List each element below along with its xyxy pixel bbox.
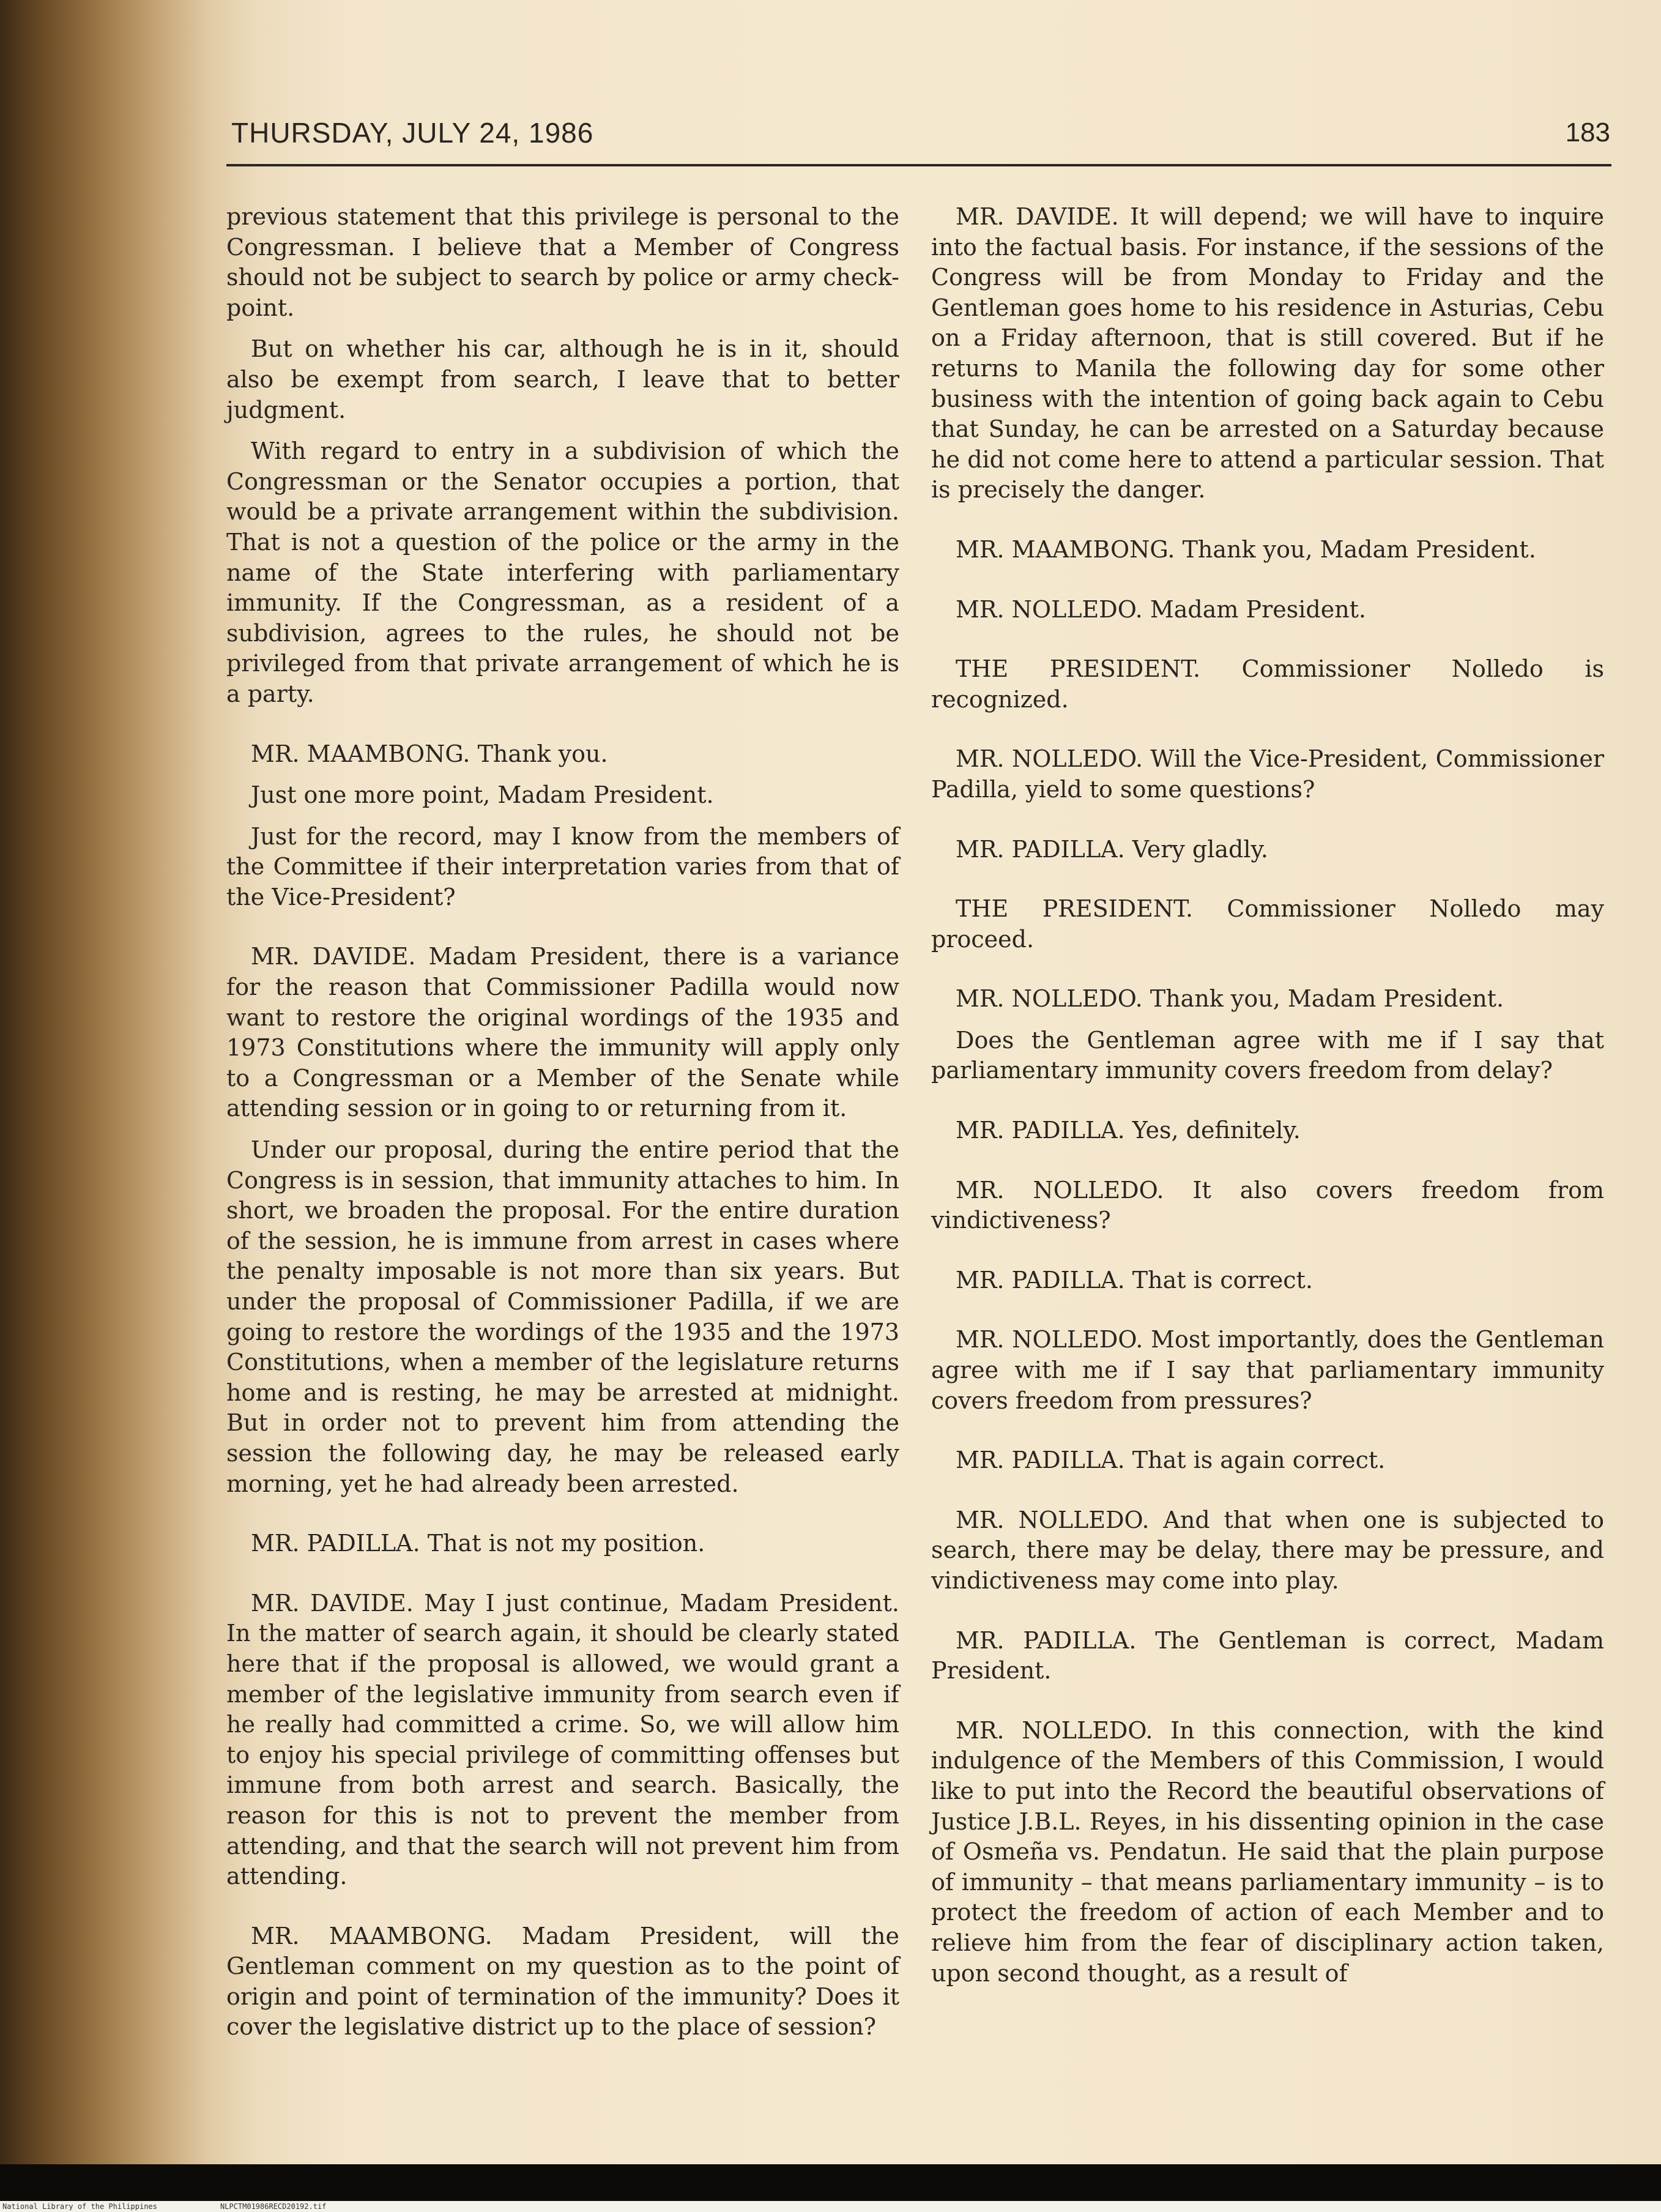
paragraph: MR. NOLLEDO. Madam President. [956, 595, 1367, 623]
paragraph: MR. NOLLEDO. And that when one is subjected to search, there may be delay, there may be pressure, and vindictiveness may come into play. [931, 1506, 1604, 1594]
paragraph: MR. PADILLA. That is correct. [956, 1266, 1313, 1294]
paragraph: MR. MAAMBONG. Thank you, Madam President. [956, 535, 1536, 563]
paragraph: MR. PADILLA. Very gladly. [956, 835, 1269, 863]
paragraph: MR. PADILLA. That is again correct. [956, 1447, 1386, 1474]
scan-bottom-band [0, 2164, 1661, 2201]
paragraph: MR. NOLLEDO. In this connection, with the kind indulgence of the Members of this Commission, I would like to put into the Record the beautiful observations of Justice J.B.L. Reyes, in his dissenting opinion in the case of Osmeña vs. Pendatun. He said that the plain purpose of immunity – that means parliamentary immunity – is to protect the freedom of action of each Member and to relieve him from the fear of disciplinary action taken, upon second thought, as a result of [931, 1716, 1604, 1987]
footer-filename: NLPCTM01986RECD20192.tif [220, 2202, 327, 2211]
paragraph: Just one more point, Madam President. [251, 781, 714, 809]
header-date: THURSDAY, JULY 24, 1986 [231, 117, 594, 149]
paragraph: MR. NOLLEDO. It also covers freedom from vindictiveness? [931, 1176, 1604, 1234]
page-header [231, 111, 1610, 160]
paragraph: MR. NOLLEDO. Will the Vice-President, Commissioner Padilla, yield to some questions? [931, 745, 1604, 803]
paragraph: MR. NOLLEDO. Most importantly, does the Gentleman agree with me if I say that parliamentary immunity covers freedom from pressures? [931, 1326, 1604, 1414]
paragraph: Just for the record, may I know from the members of the Committee if their interpretation varies from that of the Vice-President? [226, 822, 899, 910]
paragraph: Does the Gentleman agree with me if I say that parliamentary immunity covers freedom from delay? [931, 1026, 1604, 1084]
paragraph: MR. DAVIDE. It will depend; we will have to inquire into the factual basis. For instance, if the sessions of the Congress will be from Monday to Friday and the Gentleman goes home to his residence in Asturias, Cebu on a Friday afternoon, that is still covered. But if he returns to Manila the following day for some other business with the intention of going back again to Cebu that Sunday, he can be arrested on a Saturday because he did not come here to attend a particular session. That is precisely the danger. [931, 203, 1604, 504]
paragraph: MR. DAVIDE. May I just continue, Madam President. In the matter of search again, it should be clearly stated here that if the proposal is allowed, we would grant a member of the legislative immunity from search even if he really had committed a crime. So, we will allow him to enjoy his special privilege of committing offenses but immune from both arrest and search. Basically, the reason for this is not to prevent the member from attending, and that the search will not prevent him from attending. [226, 1589, 899, 1890]
paragraph: THE PRESIDENT. Commissioner Nolledo may proceed. [931, 895, 1604, 953]
paragraph: But on whether his car, although he is in it, should also be exempt from search, I leave that to better judgment. [226, 335, 899, 423]
page-number: 183 [1565, 117, 1610, 147]
paragraph: Under our proposal, during the entire period that the Congress is in session, that immunity attaches to him. In short, we broaden the proposal. For the entire duration of the session, he is immune from arrest in cases where the penalty imposable is not more than six years. But under the proposal of Commissioner Padilla, if we are going to restore the wordings of the 1935 and the 1973 Constitutions, when a member of the legislature returns home and is resting, he may be arrested at midnight. But in order not to prevent him from attending the session the following day, he may be released early morning, yet he had already been arrested. [226, 1136, 899, 1497]
paragraph: MR. PADILLA. Yes, definitely. [956, 1117, 1301, 1144]
paragraph: MR. MAAMBONG. Madam President, will the Gentleman comment on my question as to the point of origin and point of termination of the immunity? Does it cover the legislative district up to the place of session? [226, 1922, 899, 2041]
paragraph: THE PRESIDENT. Commissioner Nolledo is recognized. [931, 655, 1604, 713]
paragraph: MR. NOLLEDO. Thank you, Madam President. [956, 985, 1504, 1013]
paragraph: MR. PADILLA. The Gentleman is correct, Madam President. [931, 1626, 1604, 1685]
left-column [226, 202, 899, 2054]
paragraph: With regard to entry in a subdivision of which the Congressman or the Senator occupies a portion, that would be a private arrangement within the subdivision. That is not a question of the police or the army in the name of the State interfering with parliamentary immunity. If the Congressman, as a resident of a subdivision, agrees to the rules, he should not be privileged from that private arrangement of which he is a party. [226, 438, 899, 707]
paragraph: previous statement that this privilege is personal to the Congressman. I believe that a Member of Congress should not be subject to search by police or army check-point. [226, 203, 899, 321]
footer-library: National Library of the Philippines [2, 2202, 157, 2211]
paragraph: MR. DAVIDE. Madam President, there is a variance for the reason that Commissioner Padilla would now want to restore the original wordings of the 1935 and 1973 Constitutions where the immunity will apply only to a Congressman or a Member of the Senate while attending session or in going to or returning from it. [226, 943, 899, 1122]
paragraph: MR. PADILLA. That is not my position. [251, 1530, 705, 1557]
header-rule [226, 164, 1611, 166]
right-column [931, 202, 1604, 2000]
paragraph: MR. MAAMBONG. Thank you. [251, 740, 608, 767]
scan-footer [0, 2201, 1661, 2212]
